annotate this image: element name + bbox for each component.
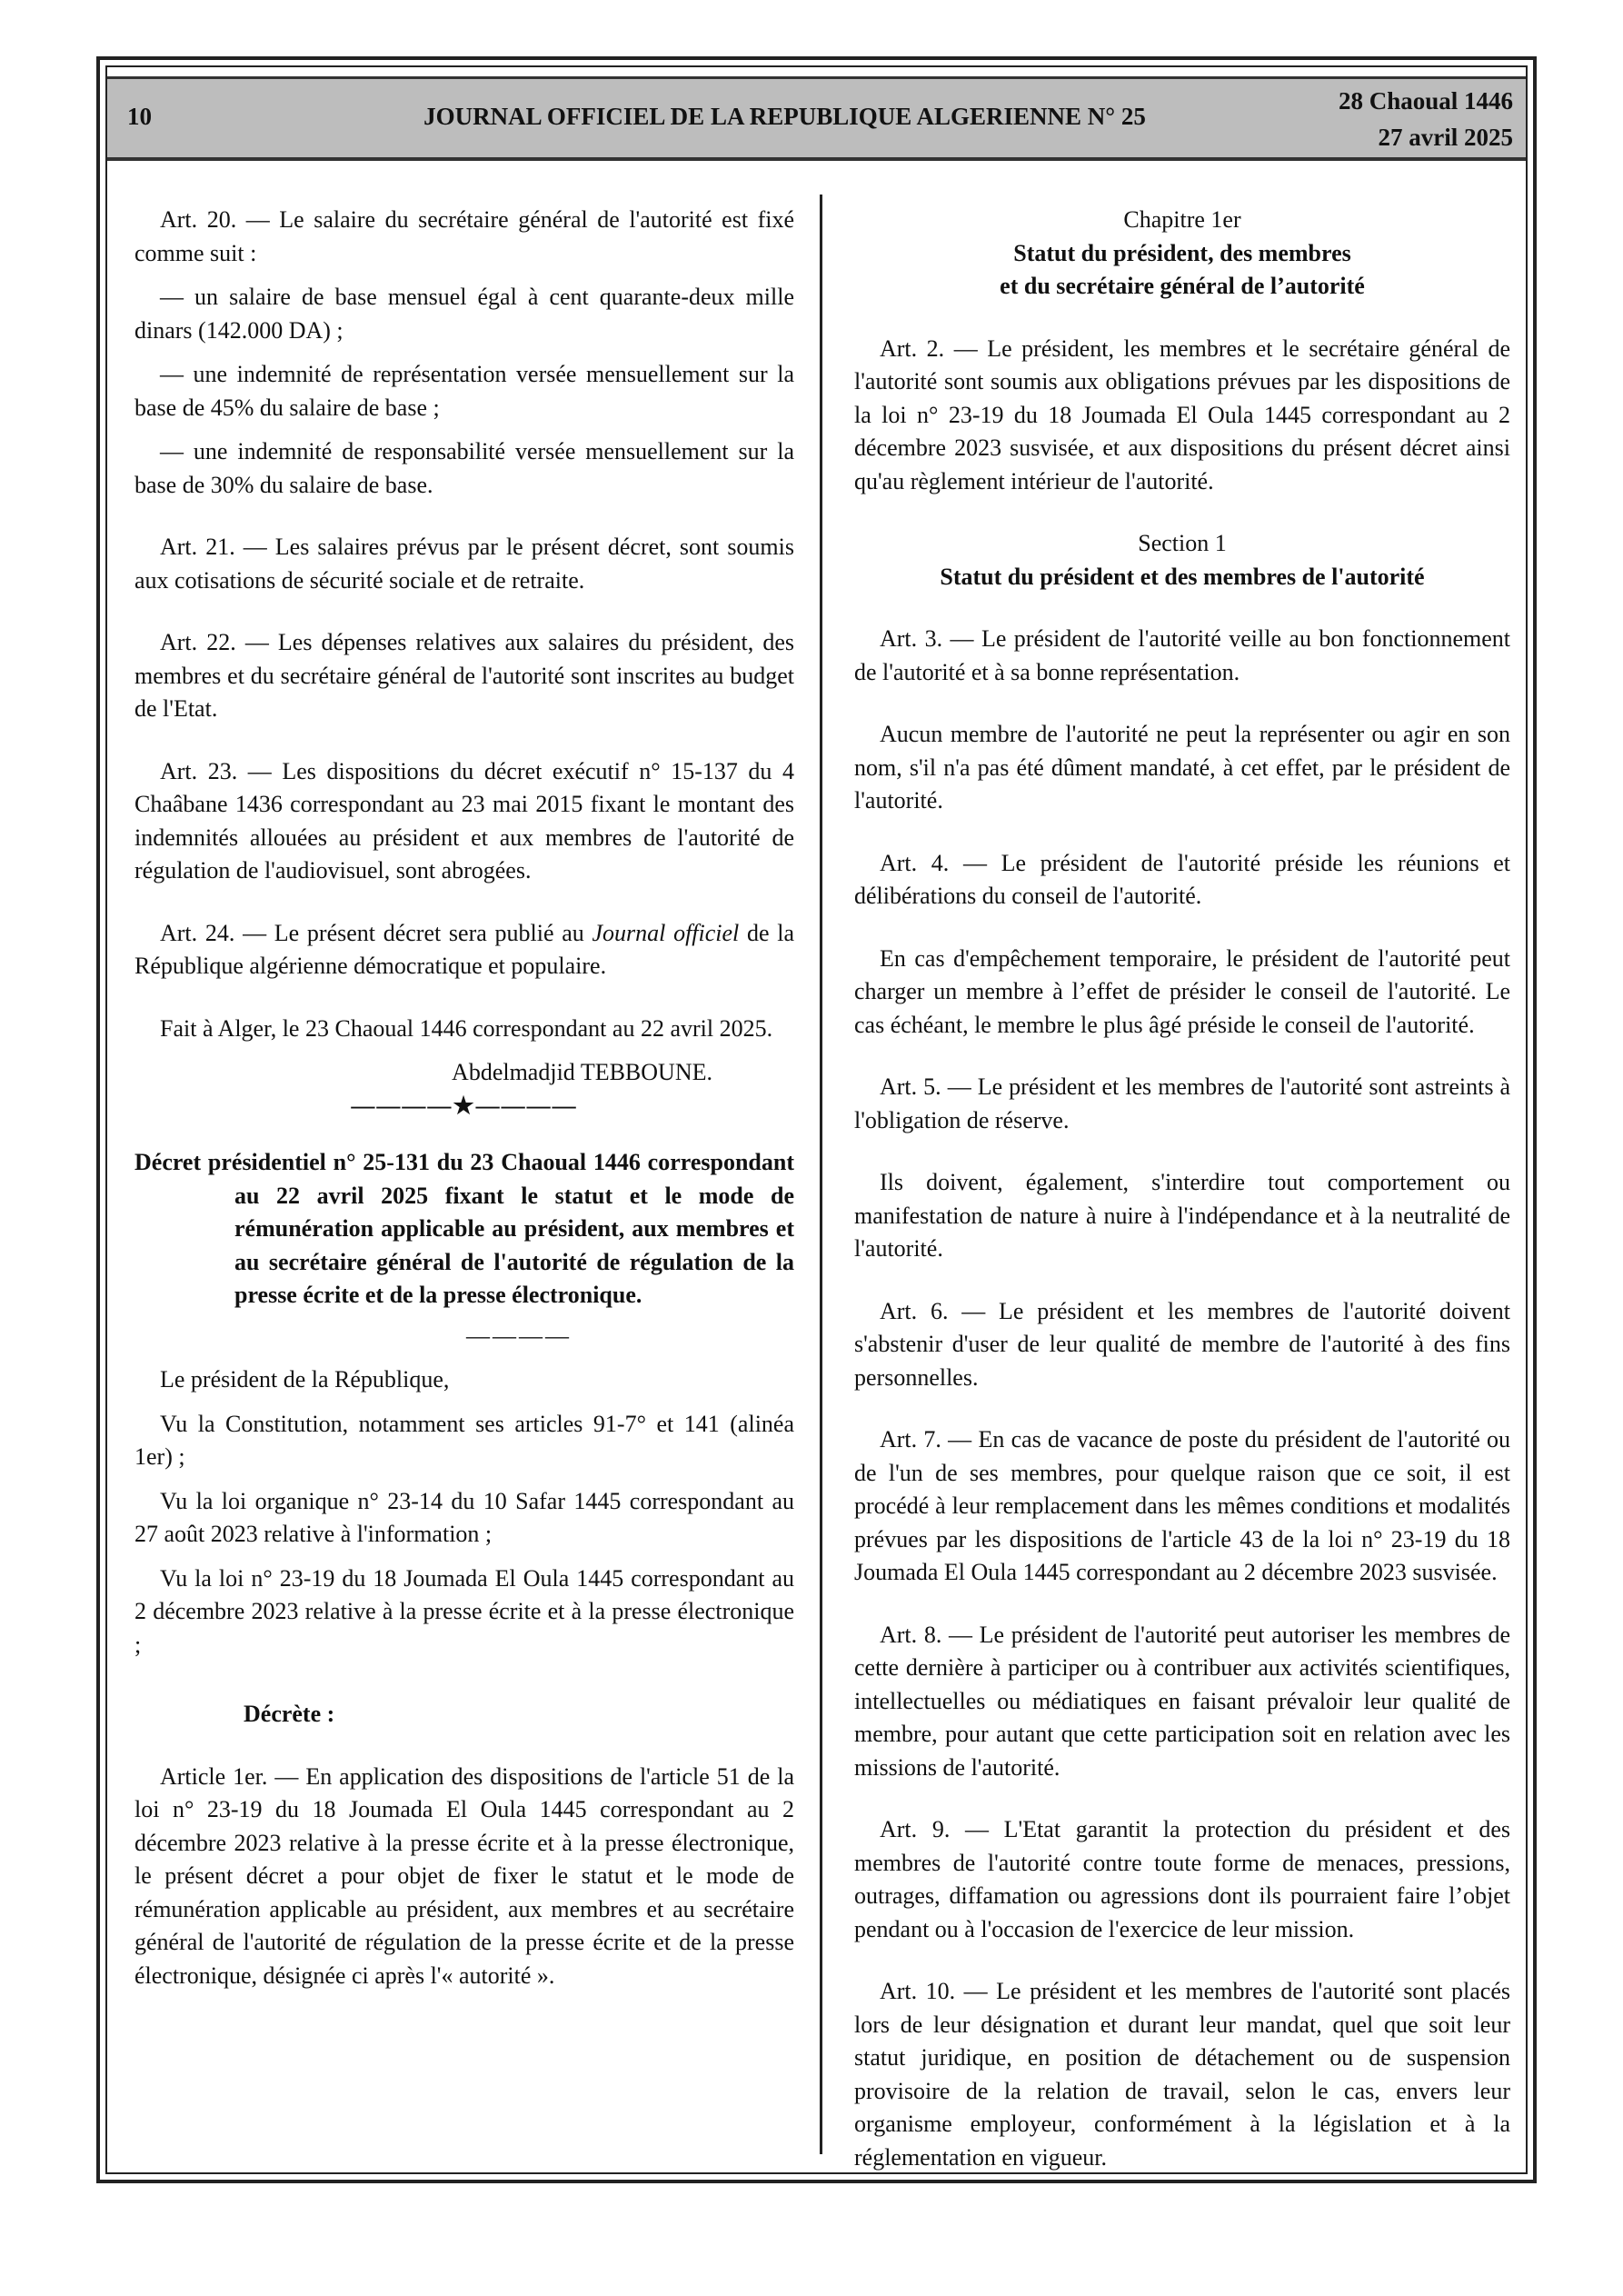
date-hijri: 28 Chaoual 1446: [1338, 87, 1513, 115]
paragraph: [134, 1698, 794, 1732]
paragraph: [134, 281, 794, 347]
paragraph: [854, 204, 1510, 237]
left-column: [134, 204, 794, 1992]
paragraph-text: Ils doivent, également, s'interdire tout comportement ou manifestation de nature à nuire à l'indépendance et à la neutralité de l'autorité.: [854, 1169, 1510, 1262]
paragraph: [854, 623, 1510, 689]
paragraph-text: Art. 20. — Le salaire du secrétaire général de l'autorité est fixé comme suit :: [134, 206, 794, 266]
paragraph-text: — un salaire de base mensuel égal à cent quarante-deux mille dinars (142.000 DA) ;: [134, 284, 794, 344]
right-column: [854, 204, 1510, 2174]
section-heading: [854, 237, 1510, 271]
paragraph: [854, 1813, 1510, 1946]
paragraph: [854, 333, 1510, 499]
paragraph: [134, 1562, 794, 1662]
journal-title: JOURNAL OFFICIEL DE LA REPUBLIQUE ALGERIENNE N° 25: [423, 103, 1146, 130]
paragraph-text: Vu la Constitution, notamment ses articles 91-7° et 141 (alinéa 1er) ;: [134, 1410, 794, 1470]
paragraph-text: Fait à Alger, le 23 Chaoual 1446 correspondant au 22 avril 2025.: [160, 1014, 773, 1042]
separator: [134, 1090, 794, 1123]
paragraph-text: Art. 21. — Les salaires prévus par le présent décret, sont soumis aux cotisations de sécurité sociale et de retraite.: [134, 534, 794, 594]
separator: [134, 1320, 794, 1353]
paragraph: [854, 1423, 1510, 1590]
paragraph-text: Décret présidentiel n° 25-131 du 23 Chaoual 1446 correspondant au 22 avril 2025 fixant le statut et le mode de rémunération applicable au président, aux membres et au secrétaire général de l'autorité de régulation de la presse écrite et de la presse électronique.: [134, 1149, 794, 1308]
paragraph-text: En cas d'empêchement temporaire, le président de l'autorité peut charger un membre à l’effet de présider le conseil de l'autorité. Le cas échéant, le membre le plus âgé préside le conseil de l'autorité.: [854, 944, 1510, 1038]
paragraph-text: — une indemnité de responsabilité versée mensuellement sur la base de 30% du salaire de base.: [134, 438, 794, 498]
page-inner-frame: [105, 65, 1528, 2174]
paragraph-text: Art. 7. — En cas de vacance de poste du président de l'autorité ou de l'un de ses membres, pour quelque raison que ce soit, il est procédé à leur remplacement dans les mêmes conditions et modalités prévues par les dispositions de l'article 43 de la loi n° 23-19 du 18 Joumada El Oula 1445 correspondant au 2 décembre 2023 susvisée.: [854, 1426, 1510, 1585]
paragraph-text: Art. 23. — Les dispositions du décret exécutif n° 15-137 du 4 Chaâbane 1436 correspondant au 23 mai 2015 fixant le montant des indemnités allouées au président et aux membres de l'autorité de régulation de l'audiovisuel, sont abrogées.: [134, 757, 794, 883]
paragraph: [134, 531, 794, 597]
paragraph: [854, 847, 1510, 913]
paragraph: [854, 1071, 1510, 1137]
paragraph: [134, 755, 794, 888]
paragraph-text: Aucun membre de l'autorité ne peut la représenter ou agir en son nom, s'il n'a pas été dûment mandaté, à cet effet, par le président de l'autorité.: [854, 721, 1510, 814]
paragraph-text: Décrète :: [244, 1701, 335, 1727]
paragraph: [134, 1363, 794, 1397]
signature: [134, 1056, 794, 1090]
paragraph-text: Art. 5. — Le président et les membres de l'autorité sont astreints à l'obligation de réserve.: [854, 1073, 1510, 1133]
paragraph: [854, 718, 1510, 818]
paragraph: [854, 943, 1510, 1043]
paragraph-text: Art. 4. — Le président de l'autorité préside les réunions et délibérations du conseil de l'autorité.: [854, 849, 1510, 909]
paragraph-text: et du secrétaire général de l’autorité: [1000, 273, 1365, 299]
paragraph-text: Section 1: [1138, 530, 1227, 556]
paragraph-text: Chapitre 1er: [1123, 206, 1241, 233]
paragraph: [134, 1408, 794, 1474]
paragraph-text: Art. 8. — Le président de l'autorité peut autoriser les membres de cette dernière à participer ou à contribuer aux activités scientifiques, intellectuelles ou médiatiques en faisant prévaloir leur qualité de membre, pour autant que cette participation soit en relation avec les missions de l'autorité.: [854, 1621, 1510, 1781]
paragraph-text: Vu la loi n° 23-19 du 18 Joumada El Oula 1445 correspondant au 2 décembre 2023 relative à la presse écrite et à la presse électronique ;: [134, 1564, 794, 1658]
paragraph: [134, 917, 794, 983]
paragraph-text: Art. 22. — Les dépenses relatives aux salaires du président, des membres et du secrétaire général de l'autorité sont inscrites au budget de l'Etat.: [134, 629, 794, 722]
paragraph-text: Art. 9. — L'Etat garantit la protection du président et des membres de l'autorité contre toute forme de menaces, pressions, outrages, diffamation ou agressions dont ils pourraient faire l’objet pendant ou à l'occasion de l'exercice de leur mission.: [854, 1816, 1510, 1942]
paragraph-text: Le président de la République,: [160, 1366, 450, 1393]
paragraph-text: ————★————: [351, 1092, 578, 1119]
paragraph: [134, 1761, 794, 1993]
paragraph: [854, 1975, 1510, 2174]
italic-text: Journal officiel: [592, 919, 740, 946]
paragraph-text: Art. 24. — Le présent décret sera publié au: [160, 919, 592, 946]
paragraph: [854, 1166, 1510, 1266]
paragraph: [134, 1013, 794, 1046]
section-heading: [854, 561, 1510, 594]
paragraph-text: — une indemnité de représentation versée mensuellement sur la base de 45% du salaire de base ;: [134, 361, 794, 421]
journal-header: [107, 76, 1526, 161]
paragraph-text: Art. 2. — Le président, les membres et le secrétaire général de l'autorité sont soumis aux obligations prévues par les dispositions de la loi n° 23-19 du 18 Joumada El Oula 1445 correspondant au 2 décembre 2023 susvisée, et aux dispositions du présent décret ainsi qu'au règlement intérieur de l'autorité.: [854, 334, 1510, 494]
paragraph: [134, 435, 794, 502]
paragraph: [854, 527, 1510, 561]
paragraph-text: Art. 10. — Le président et les membres de l'autorité sont placés lors de leur désignation et durant leur mandat, quel que soit leur statut juridique, en position de détachement ou de suspension provisoire de la relation de travail, selon le cas, envers leur organisme employeur, conformément à la législation et à la réglementation en vigueur.: [854, 1978, 1510, 2171]
paragraph-text: Art. 3. — Le président de l'autorité veille au bon fonctionnement de l'autorité et à sa bonne représentation.: [854, 625, 1510, 685]
date-gregorian: 27 avril 2025: [1378, 124, 1513, 151]
issue-date: [1339, 83, 1513, 155]
paragraph-text: ————: [466, 1322, 572, 1349]
paragraph-text: Statut du président, des membres: [1013, 239, 1351, 266]
paragraph: [854, 1619, 1510, 1785]
page-frame: [96, 56, 1537, 2183]
paragraph-text: Abdelmadjid TEBBOUNE.: [452, 1059, 712, 1085]
paragraph: [854, 1295, 1510, 1395]
paragraph-text: Art. 6. — Le président et les membres de l'autorité doivent s'abstenir d'user de leur qualité de membre de l'autorité à des fins personnelles.: [854, 1297, 1510, 1391]
paragraph-text: Statut du président et des membres de l'autorité: [940, 563, 1425, 590]
paragraph: [134, 358, 794, 424]
page-number: 10: [127, 103, 152, 130]
section-heading: [854, 270, 1510, 304]
paragraph: [134, 626, 794, 726]
column-divider: [820, 195, 822, 2154]
paragraph-text: de la République algérienne démocratique et populaire.: [134, 919, 794, 979]
paragraph-text: Article 1er. — En application des dispositions de l'article 51 de la loi n° 23-19 du 18 Joumada El Oula 1445 correspondant au 2 décembre 2023 relative à la presse écrite et à la presse électronique, le présent décret a pour objet de fixer le statut et le mode de rémunération applicable au président, aux membres et au secrétaire général de l'autorité de régulation de la presse écrite et de la presse électronique, désignée ci après l'« autorité ».: [134, 1762, 794, 1989]
decree-title: [134, 1146, 794, 1313]
paragraph-text: Vu la loi organique n° 23-14 du 10 Safar 1445 correspondant au 27 août 2023 relative à l'information ;: [134, 1487, 794, 1547]
paragraph: [134, 1485, 794, 1552]
paragraph: [134, 204, 794, 270]
